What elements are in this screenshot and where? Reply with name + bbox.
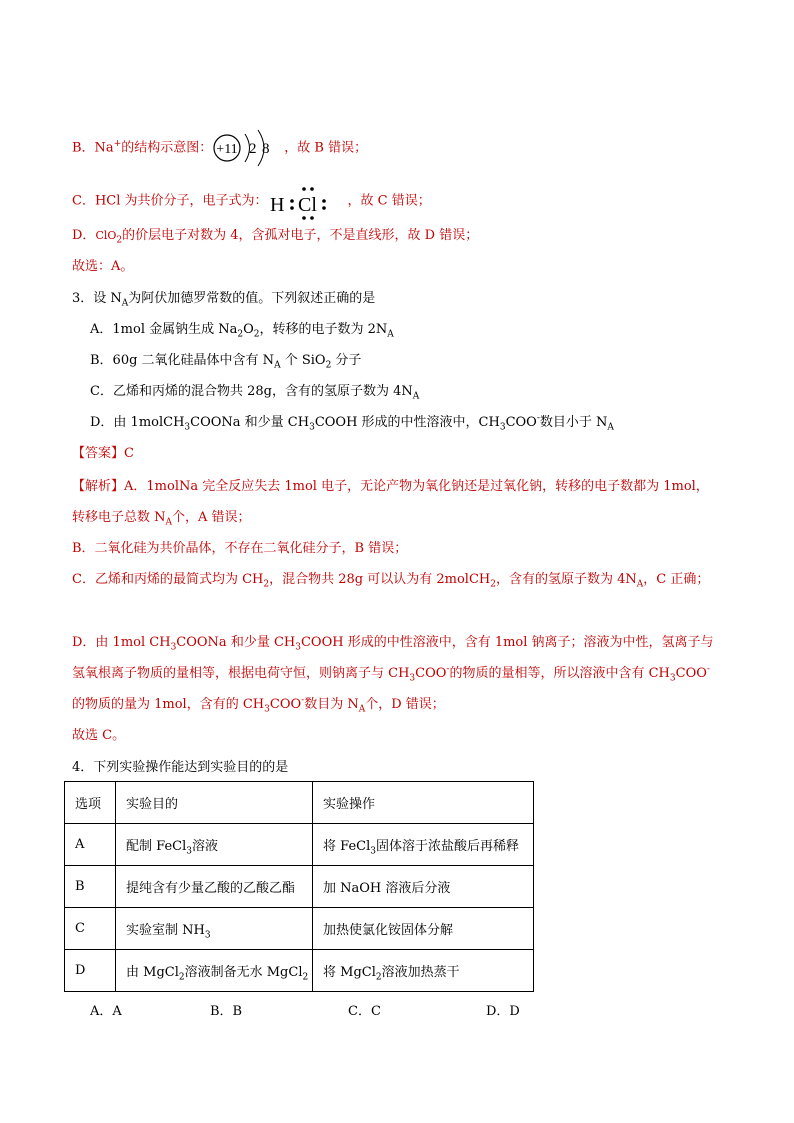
answer-value: C [124,446,134,461]
q2-b-label: 的结构示意图： [121,140,213,156]
cell-seg: 由 MgCl [126,965,179,980]
q3-c-seg: C．乙烯和丙烯的混合物共 28g，含有的氢原子数为 4N [90,384,413,399]
table-header-row [65,782,534,824]
q3-d-sub: 3 [309,422,315,433]
q3-conclusion: 故选 C。 [72,728,126,743]
analysis-seg: ，混合物共 28g 可以认为有 2molCH [269,572,491,587]
analysis-seg: COONa 和少量 CH [176,635,296,650]
cell-seg: 提纯含有少量乙酸的乙酸乙酯 [126,881,296,896]
analysis-sup: - [706,664,710,675]
cell-sub: 3 [370,846,376,857]
analysis-seg: 个，D 错误； [365,697,445,712]
q3-analysis-a-line1 [72,477,709,497]
cell-seg: 配制 FeCl [126,839,187,854]
analysis-sub: 2 [490,579,496,590]
q3-b-seg: 个 SiO [280,353,326,368]
cell-sub: 2 [375,972,382,983]
q3-option-b [90,351,361,371]
q4-experiment-table [64,781,534,992]
table-row [65,908,534,950]
q3-d-sub: 3 [184,422,191,433]
q3-analysis-b: B．二氧化硅为共价晶体，不存在二氧化硅分子，B 错误； [72,541,408,556]
q3-stem-2: 为阿伏加德罗常数的值。下列叙述正确的是 [128,291,376,306]
q3-d-sup: - [536,413,540,424]
cell-seg: 加 NaOH 溶液后分液 [323,881,451,896]
cell-sub: 3 [186,846,192,857]
q4-options [90,1000,530,1020]
q2-b-charge: + [113,139,122,150]
cell-seg: 实验室制 NH [126,923,205,938]
analysis-seg: COO [415,666,447,681]
q2-c-conclusion: ，故 C 错误； [347,193,431,209]
analysis-sub: 3 [409,673,416,684]
cell-seg: 固体溶于浓盐酸后再稀释 [375,839,519,854]
q3-a-seg: ，转移的电子数为 2N [259,322,388,337]
q4-option-d: D．D [486,1004,520,1019]
q3-analysis-d-line2 [72,664,710,684]
q3-d-seg: COO [505,415,537,430]
q3-a-sub: A [387,329,394,340]
q2-d-prefix: D． [72,228,96,243]
q3-a-sub: 2 [253,329,260,340]
lewis-cl: Cl [297,194,317,216]
q3-d-sub: 3 [499,422,506,433]
analysis-seg: COO [269,697,302,712]
q3-stem-1: 3．设 N [72,291,122,306]
q3-answer [72,444,134,464]
analysis-sub: 3 [295,642,301,653]
analysis-label: 【解析】 [72,479,125,494]
row-option: B [65,866,116,908]
q2-option-b [72,128,367,168]
lewis-h: H [269,194,284,216]
analysis-seg: C．乙烯和丙烯的最简式均为 CH [72,572,264,587]
cell-seg: 溶液 [191,839,218,854]
q4-option-a: A．A [90,1004,122,1019]
table-row [65,950,534,992]
analysis-seg: COOH 形成的中性溶液中，含有 1mol 钠离子；溶液为中性，氢离子与 [300,635,714,650]
analysis-sup: - [446,664,450,675]
q3-b-seg: B．60g 二氧化硅晶体中含有 N [90,353,275,368]
q2-d-text: 的价层电子对数为 4，含孤对电子，不是直线形，故 D 错误； [122,228,479,243]
q3-d-seg: COOH 形成的中性溶液中，CH [314,415,500,430]
row-option: C [65,908,116,950]
analysis-sub: 3 [264,704,270,715]
shell-2-electrons: 8 [262,141,270,157]
q3-b-sub: A [274,360,281,371]
analysis-seg: COO [675,666,707,681]
q3-analysis-c [72,570,709,590]
q3-b-seg: 分子 [331,353,362,368]
table-row [65,824,534,866]
analysis-seg: ，C 正确； [643,572,710,587]
q3-stem-sub: A [121,298,129,309]
q3-c-sub: A [412,391,420,402]
analysis-seg: 数目为 N [304,697,359,712]
q2-d-formula: ClO [95,229,117,242]
analysis-sub: A [165,517,173,528]
q3-option-a [90,320,394,340]
q2-d-formula-sub: 2 [116,235,123,246]
q2-b-text: B．Na [72,140,114,156]
hcl-electron-formula [268,181,348,221]
row-operation [313,866,534,908]
q2-option-d [72,226,478,246]
q3-analysis-a-line2 [72,508,251,528]
row-operation [313,824,534,866]
row-option: D [65,950,116,992]
cell-sub: 2 [302,972,309,983]
row-purpose [116,950,313,992]
q3-a-sub: 2 [237,329,244,340]
cell-seg: 加热使氯化铵固体分解 [323,923,454,938]
row-operation [313,908,534,950]
q3-d-sub: A [607,422,614,433]
q3-b-sub: 2 [325,360,332,371]
q3-a-seg: A．1mol 金属钠生成 Na [90,322,238,337]
q2-c-text: C．HCl 为共价分子，电子式为： [72,193,268,209]
analysis-sub: 3 [669,673,676,684]
analysis-seg: 氢氧根离子物质的量相等，根据电荷守恒，则钠离子与 CH [72,666,410,681]
cell-seg: 溶液加热蒸干 [381,965,460,980]
q3-option-c [90,382,419,402]
table-row [65,866,534,908]
cell-sub: 3 [204,930,211,941]
shell-1-electrons: 2 [249,141,257,157]
q2-option-c [72,181,431,221]
q4-option-c: C．C [348,1004,381,1019]
q3-d-seg: COONa 和少量 CH [190,415,310,430]
header-operation: 实验操作 [313,782,534,824]
q2-conclusion: 故选：A。 [72,259,134,274]
analysis-sup: - [301,695,305,706]
cell-seg: 将 MgCl [323,965,376,980]
q2-b-conclusion: ，故 B 错误； [284,140,368,156]
analysis-sub: 2 [263,579,270,590]
row-operation [313,950,534,992]
analysis-sub: A [636,579,644,590]
analysis-sub: 3 [170,642,177,653]
header-purpose: 实验目的 [116,782,313,824]
analysis-seg: D．由 1mol CH [72,635,171,650]
row-purpose [116,866,313,908]
analysis-seg: ，含有的氢原子数为 4N [495,572,637,587]
analysis-seg: 的物质的量为 1mol，含有的 CH [72,697,265,712]
analysis-seg: 转移电子总数 N [72,510,166,525]
q4-option-b: B．B [210,1004,243,1019]
q3-d-seg: 数目小于 N [539,415,608,430]
q3-stem [72,289,375,309]
q3-a-seg: O [243,322,254,337]
analysis-seg: 个，A 错误； [172,510,251,525]
q3-d-seg: D．由 1molCH [90,415,185,430]
atom-nucleus-label: +11 [216,142,238,157]
q3-analysis-d-line3 [72,695,445,715]
row-purpose [116,908,313,950]
cell-seg: 溶液制备无水 MgCl [184,965,303,980]
analysis-sub: A [358,704,366,715]
answer-label: 【答案】 [72,446,125,461]
q3-option-d [90,413,614,433]
row-option: A [65,824,116,866]
cell-sub: 2 [178,972,185,983]
q4-stem: 4．下列实验操作能达到实验目的的是 [72,760,289,775]
sodium-ion-structure-diagram [212,128,284,168]
cell-seg: 将 FeCl [323,839,371,854]
analysis-seg: 的物质的量相等，所以溶液中含有 CH [449,666,670,681]
header-option: 选项 [65,782,116,824]
q3-analysis-d-line1 [72,633,714,653]
analysis-a-text: A．1molNa 完全反应失去 1mol 电子，无论产物为氧化钠还是过氧化钠，转移的电子数都为 1mol， [124,479,709,494]
row-purpose [116,824,313,866]
